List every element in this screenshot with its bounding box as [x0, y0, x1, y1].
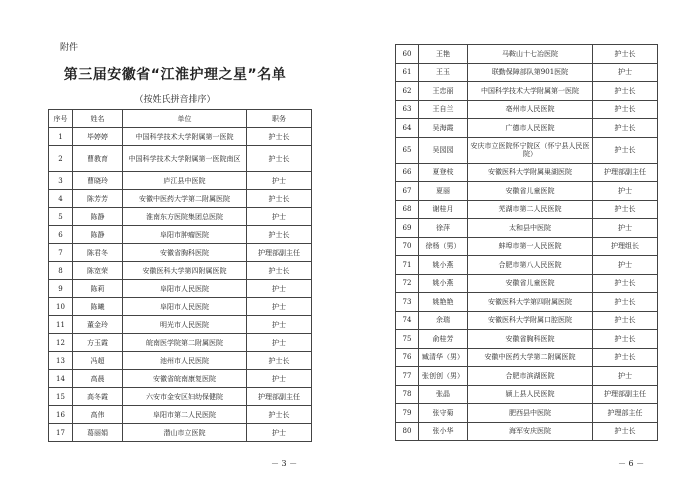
nurse-name: 王艳	[419, 45, 468, 64]
table-row	[396, 274, 658, 293]
row-number: 1	[49, 128, 73, 146]
hospital-name: 合肥市滨湖医院	[468, 367, 593, 386]
table-row	[396, 422, 658, 441]
table-header-row	[49, 110, 312, 128]
hospital-name: 太和县中医院	[468, 219, 593, 238]
table-row	[49, 424, 312, 442]
row-number: 60	[396, 45, 419, 64]
table-row	[49, 280, 312, 298]
nurse-name: 徐萍	[419, 219, 468, 238]
table-row	[396, 119, 658, 138]
table-row	[49, 172, 312, 190]
hospital-name: 颍上县人民医院	[468, 385, 593, 404]
table-row	[49, 352, 312, 370]
table-row	[396, 163, 658, 182]
row-number: 15	[49, 388, 73, 406]
position: 护士长	[247, 226, 312, 244]
hospital-name: 安徽医科大学第四附属医院	[468, 293, 593, 312]
row-number: 71	[396, 256, 419, 275]
position: 护理组长	[593, 237, 658, 256]
table-row	[49, 298, 312, 316]
nurse-name: 陈宽荣	[73, 262, 123, 280]
position: 护士	[247, 424, 312, 442]
hospital-name: 联勤保障部队第901医院	[468, 63, 593, 82]
table-row	[49, 244, 312, 262]
row-number: 11	[49, 316, 73, 334]
position: 护理部副主任	[593, 163, 658, 182]
nurse-name: 葛丽娟	[73, 424, 123, 442]
row-number: 14	[49, 370, 73, 388]
position: 护士	[593, 182, 658, 201]
page-number: － 3 －	[271, 459, 298, 468]
hospital-name: 潜山市立医院	[123, 424, 247, 442]
row-number: 76	[396, 348, 419, 367]
nurse-name: 吴海霞	[419, 119, 468, 138]
position: 护士长	[247, 190, 312, 208]
row-number: 70	[396, 237, 419, 256]
position: 护士	[247, 280, 312, 298]
table-row	[396, 256, 658, 275]
nurse-name: 夏丽	[419, 182, 468, 201]
hospital-name: 安徽医科大学第四附属医院	[123, 262, 247, 280]
position: 护士	[247, 316, 312, 334]
page-number: － 6 －	[618, 459, 645, 468]
position: 护士长	[247, 352, 312, 370]
nurse-name: 高伟	[73, 406, 123, 424]
table-row	[396, 137, 658, 163]
table-row	[49, 208, 312, 226]
hospital-name: 皖南医学院第二附属医院	[123, 334, 247, 352]
document-title: 第三届安徽省“江淮护理之星”名单	[63, 67, 287, 83]
nurse-name: 曹晓玲	[73, 172, 123, 190]
table-row	[396, 182, 658, 201]
nurse-name: 余瑞	[419, 311, 468, 330]
hospital-name: 淮南东方医院集团总医院	[123, 208, 247, 226]
row-number: 67	[396, 182, 419, 201]
nurse-name: 陈芳芳	[73, 190, 123, 208]
table-row	[49, 226, 312, 244]
hospital-name: 六安市金安区妇幼保健院	[123, 388, 247, 406]
position: 护士长	[593, 137, 658, 163]
position: 护士长	[593, 293, 658, 312]
row-number: 13	[49, 352, 73, 370]
row-number: 10	[49, 298, 73, 316]
hospital-name: 中国科学技术大学附属第一医院南区	[123, 146, 247, 172]
nurse-name: 陈静	[73, 208, 123, 226]
position: 护士长	[593, 200, 658, 219]
hospital-name: 中国科学技术大学附属第一医院	[468, 82, 593, 101]
nurse-name: 陈莉	[73, 280, 123, 298]
position: 护士长	[593, 422, 658, 441]
table-row	[396, 200, 658, 219]
hospital-name: 安徽医科大学附属巢湖医院	[468, 163, 593, 182]
hospital-name: 安徽医科大学附属口腔医院	[468, 311, 593, 330]
nurse-name: 冯超	[73, 352, 123, 370]
table-row	[49, 334, 312, 352]
position: 护理部副主任	[593, 385, 658, 404]
table-row	[49, 388, 312, 406]
position: 护士长	[593, 119, 658, 138]
table-row	[396, 237, 658, 256]
position: 护士长	[593, 348, 658, 367]
nurse-name: 董金玲	[73, 316, 123, 334]
row-number: 78	[396, 385, 419, 404]
hospital-name: 芜湖市第二人民医院	[468, 200, 593, 219]
nurse-list-table-right	[395, 44, 658, 441]
hospital-name: 阜阳市人民医院	[123, 280, 247, 298]
nurse-name: 毕婷婷	[73, 128, 123, 146]
nurse-name: 谢桂月	[419, 200, 468, 219]
row-number: 17	[49, 424, 73, 442]
row-number: 79	[396, 404, 419, 423]
row-number: 12	[49, 334, 73, 352]
table-row	[396, 385, 658, 404]
hospital-name: 安徽省皖南康复医院	[123, 370, 247, 388]
position: 护士	[247, 334, 312, 352]
row-number: 80	[396, 422, 419, 441]
hospital-name: 安徽省儿童医院	[468, 182, 593, 201]
nurse-name: 王忠丽	[419, 82, 468, 101]
row-number: 6	[49, 226, 73, 244]
hospital-name: 肥西县中医院	[468, 404, 593, 423]
position: 护士长	[247, 406, 312, 424]
row-number: 62	[396, 82, 419, 101]
row-number: 63	[396, 100, 419, 119]
nurse-name: 张守菊	[419, 404, 468, 423]
position: 护士	[593, 367, 658, 386]
row-number: 2	[49, 146, 73, 172]
table-row	[49, 316, 312, 334]
nurse-name: 高冬霞	[73, 388, 123, 406]
table-row	[396, 45, 658, 64]
nurse-name: 俞桂芳	[419, 330, 468, 349]
hospital-name: 阜阳市人民医院	[123, 298, 247, 316]
table-row	[49, 146, 312, 172]
position: 护士	[593, 63, 658, 82]
table-row	[49, 128, 312, 146]
table-row	[396, 367, 658, 386]
position: 护士长	[593, 82, 658, 101]
nurse-name: 曹教育	[73, 146, 123, 172]
table-row	[396, 293, 658, 312]
hospital-name: 庐江县中医院	[123, 172, 247, 190]
position: 护士长	[593, 100, 658, 119]
hospital-name: 广德市人民医院	[468, 119, 593, 138]
row-number: 9	[49, 280, 73, 298]
hospital-name: 安徽省胸科医院	[468, 330, 593, 349]
position: 护理部副主任	[247, 388, 312, 406]
hospital-name: 安徽中医药大学第二附属医院	[123, 190, 247, 208]
nurse-name: 高晨	[73, 370, 123, 388]
table-row	[396, 330, 658, 349]
hospital-name: 安庆市立医院怀宁院区（怀宁县人民医院）	[468, 137, 593, 163]
nurse-name: 陈曦	[73, 298, 123, 316]
nurse-name: 方玉霞	[73, 334, 123, 352]
position: 护士长	[593, 311, 658, 330]
row-number: 16	[49, 406, 73, 424]
row-number: 68	[396, 200, 419, 219]
column-header: 单位	[123, 110, 247, 128]
nurse-name: 张晶	[419, 385, 468, 404]
document-subtitle: （按姓氏拼音排序）	[134, 95, 216, 105]
row-number: 4	[49, 190, 73, 208]
position: 护士	[593, 219, 658, 238]
hospital-name: 马鞍山十七冶医院	[468, 45, 593, 64]
nurse-name: 张小华	[419, 422, 468, 441]
row-number: 65	[396, 137, 419, 163]
hospital-name: 安徽中医药大学第二附属医院	[468, 348, 593, 367]
table-row	[396, 82, 658, 101]
nurse-name: 陈静	[73, 226, 123, 244]
row-number: 3	[49, 172, 73, 190]
table-row	[49, 262, 312, 280]
position: 护士	[247, 298, 312, 316]
nurse-name: 夏登枝	[419, 163, 468, 182]
row-number: 66	[396, 163, 419, 182]
table-row	[396, 404, 658, 423]
nurse-name: 姚艳艳	[419, 293, 468, 312]
nurse-name: 陈君冬	[73, 244, 123, 262]
position: 护士	[593, 256, 658, 275]
nurse-name: 王自兰	[419, 100, 468, 119]
row-number: 61	[396, 63, 419, 82]
hospital-name: 阜阳市肿瘤医院	[123, 226, 247, 244]
position: 护士	[247, 370, 312, 388]
table-row	[49, 370, 312, 388]
table-row	[396, 100, 658, 119]
row-number: 72	[396, 274, 419, 293]
hospital-name: 中国科学技术大学附属第一医院	[123, 128, 247, 146]
table-row	[49, 190, 312, 208]
hospital-name: 蚌埠市第一人民医院	[468, 237, 593, 256]
position: 护士	[247, 208, 312, 226]
nurse-name: 王玉	[419, 63, 468, 82]
hospital-name: 安徽省儿童医院	[468, 274, 593, 293]
row-number: 75	[396, 330, 419, 349]
hospital-name: 阜阳市第二人民医院	[123, 406, 247, 424]
column-header: 序号	[49, 110, 73, 128]
row-number: 69	[396, 219, 419, 238]
table-row	[396, 63, 658, 82]
hospital-name: 合肥市第八人民医院	[468, 256, 593, 275]
table-row	[396, 311, 658, 330]
position: 护士长	[593, 45, 658, 64]
hospital-name: 亳州市人民医院	[468, 100, 593, 119]
position: 护士长	[247, 128, 312, 146]
row-number: 73	[396, 293, 419, 312]
nurse-name: 徐杨（男）	[419, 237, 468, 256]
hospital-name: 明光市人民医院	[123, 316, 247, 334]
hospital-name: 海军安庆医院	[468, 422, 593, 441]
position: 护士长	[593, 274, 658, 293]
nurse-list-table-left	[48, 109, 312, 442]
row-number: 8	[49, 262, 73, 280]
nurse-name: 姚小燕	[419, 274, 468, 293]
nurse-name: 张创创（男）	[419, 367, 468, 386]
row-number: 5	[49, 208, 73, 226]
nurse-name: 吴园园	[419, 137, 468, 163]
row-number: 64	[396, 119, 419, 138]
nurse-name: 姚小燕	[419, 256, 468, 275]
row-number: 7	[49, 244, 73, 262]
table-row	[396, 219, 658, 238]
table-row	[396, 348, 658, 367]
position: 护士	[247, 172, 312, 190]
row-number: 74	[396, 311, 419, 330]
hospital-name: 池州市人民医院	[123, 352, 247, 370]
attachment-label: 附件	[60, 43, 79, 53]
column-header: 职务	[247, 110, 312, 128]
right-page	[350, 0, 700, 494]
position: 护士长	[593, 330, 658, 349]
position: 护理部主任	[593, 404, 658, 423]
position: 护士长	[247, 262, 312, 280]
position: 护理部副主任	[247, 244, 312, 262]
nurse-name: 臧清华（男）	[419, 348, 468, 367]
table-row	[49, 406, 312, 424]
hospital-name: 安徽省胸科医院	[123, 244, 247, 262]
column-header: 姓名	[73, 110, 123, 128]
row-number: 77	[396, 367, 419, 386]
position: 护士长	[247, 146, 312, 172]
